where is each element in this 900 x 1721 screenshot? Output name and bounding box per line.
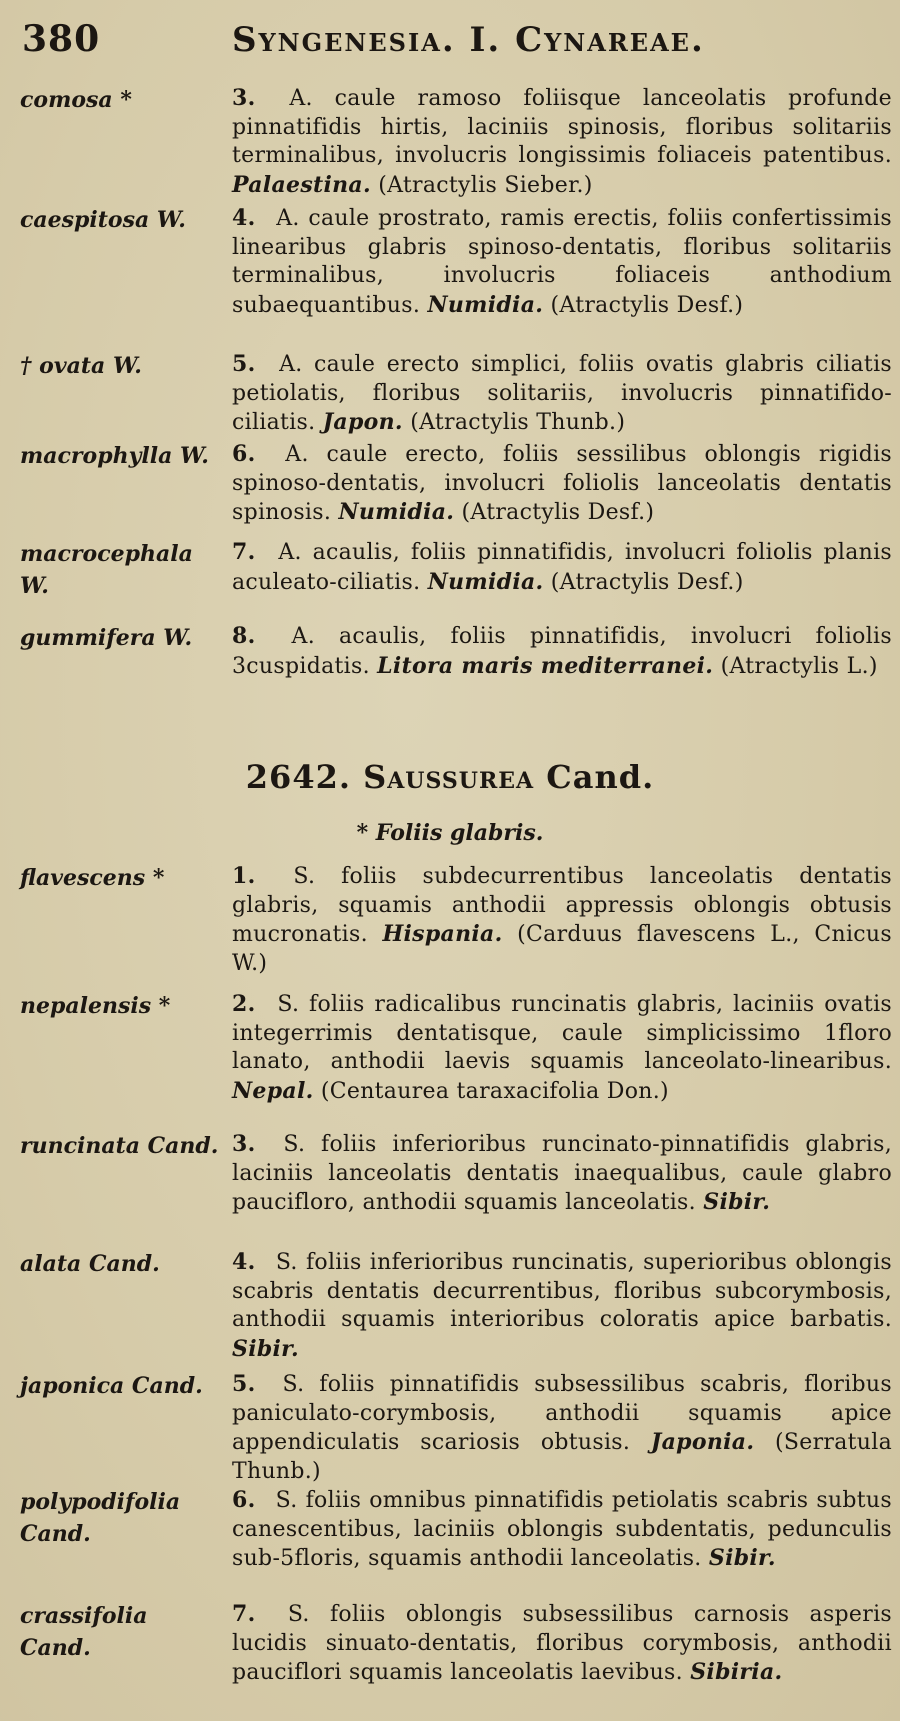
locality: Sibir.: [708, 1545, 776, 1571]
diagnosis-text: S. foliis inferioribus runcinato-pinnatifidis glabris, laciniis lanceolatis dentatis inaequalibus, caule glabro paucifloro, anthodii squamis lanceolatis.: [232, 1132, 892, 1215]
synonym: (Atractylis L.): [720, 653, 878, 679]
diagnosis-text: S. foliis subdecurrentibus lanceolatis dentatis glabris, squamis anthodii appressis oblongis obtusis mucronatis.: [232, 864, 892, 947]
species-name: nepalensis *: [20, 993, 171, 1019]
species-description: [232, 1130, 892, 1218]
species-name: gummifera W.: [20, 625, 193, 651]
species-description: [232, 440, 892, 528]
diagnosis-text: A. caule erecto simplici, foliis ovatis glabris ciliatis petiolatis, floribus solitariis, involucris pinnatifido-ciliatis.: [232, 352, 892, 435]
locality: Palaestina.: [232, 171, 371, 198]
synonym: (Atractylis Desf.): [550, 569, 744, 595]
diagnosis-text: S. foliis oblongis subsessilibus carnosis asperis lucidis sinuato-dentatis, floribus corymbosis, anthodii pauciflori squamis lanceolatis laevibus.: [232, 1602, 892, 1685]
species-number: 6.: [232, 441, 256, 467]
page-header: [22, 14, 860, 64]
species-number: 5.: [232, 1371, 256, 1397]
species-number: 8.: [232, 623, 256, 649]
species-description: [232, 538, 892, 597]
species-number: 2.: [232, 991, 256, 1017]
locality: Numidia.: [427, 291, 544, 318]
species-name: macrocephala W.: [20, 541, 193, 599]
species-description: [232, 204, 892, 320]
species-name: crassifolia Cand.: [20, 1603, 148, 1661]
locality: Sibir.: [703, 1189, 771, 1215]
synonym: (Carduus flavescens L., Cnicus W.): [232, 922, 892, 976]
synonym: (Atractylis Sieber.): [378, 172, 593, 198]
diagnosis-text: A. acaulis, foliis pinnatifidis, involucri foliolis planis aculeato-ciliatis.: [232, 540, 893, 595]
diagnosis-text: S. foliis pinnatifidis subsessilibus scabris, floribus paniculato-corymbosis, anthodii squamis apice appendiculatis scariosis obtusis.: [232, 1372, 892, 1455]
species-description: [232, 622, 892, 681]
synonym: (Atractylis Desf.): [461, 500, 655, 525]
species-description: [232, 1248, 892, 1364]
species-number: 4.: [232, 1249, 256, 1275]
species-number: 7.: [232, 1601, 256, 1627]
species-description: [232, 84, 892, 200]
genus-number: 2642.: [245, 758, 351, 796]
species-description: [232, 350, 892, 438]
genus-name: Saussurea: [363, 758, 535, 796]
synonym: (Serratula Thunb.): [232, 1430, 893, 1484]
species-description: [232, 1486, 892, 1574]
synonym: (Centaurea taraxacifolia Don.): [320, 1078, 669, 1104]
diagnosis-text: A. caule ramoso foliisque lanceolatis profunde pinnatifidis hirtis, laciniis spinosis, floribus solitariis terminalibus, involucris longissimis foliaceis patentibus.: [232, 86, 892, 168]
species-number: 4.: [232, 205, 256, 231]
locality: Japonia.: [650, 1429, 755, 1455]
species-name: † ovata W.: [20, 353, 142, 379]
synonym: (Atractylis Thunb.): [410, 410, 626, 435]
species-name: alata Cand.: [20, 1251, 160, 1277]
species-description: [232, 862, 892, 978]
section-heading: * Foliis glabris.: [356, 820, 544, 846]
diagnosis-text: S. foliis inferioribus runcinatis, superioribus oblongis scabris dentatis decurrentibus, floribus subcorymbosis, anthodii squamis interioribus coloratis apice barbatis.: [232, 1250, 892, 1332]
species-name: flavescens *: [20, 865, 165, 891]
locality: Litora maris mediterranei.: [377, 652, 714, 679]
running-head: Syngenesia. I. Cynareae.: [232, 20, 705, 60]
species-description: [232, 1600, 892, 1688]
locality: Hispania.: [382, 921, 503, 947]
locality: Sibiria.: [690, 1659, 783, 1685]
locality: Nepal.: [232, 1077, 314, 1104]
synonym: (Atractylis Desf.): [550, 292, 744, 318]
diagnosis-text: S. foliis radicalibus runcinatis glabris, laciniis ovatis integerrimis dentatisque, caule simplicissimo 1floro lanato, anthodii laevis squamis lanceolato-linearibus.: [232, 992, 892, 1074]
diagnosis-text: A. acaulis, foliis pinnatifidis, involucri foliolis 3cuspidatis.: [232, 624, 892, 679]
locality: Sibir.: [232, 1335, 300, 1362]
locality: Numidia.: [427, 568, 544, 595]
diagnosis-text: A. caule prostrato, ramis erectis, foliis confertissimis linearibus glabris spinoso-dentatis, floribus solitariis terminalibus, involucris foliaceis anthodium subaequantibus.: [232, 206, 892, 318]
species-number: 7.: [232, 539, 256, 565]
species-number: 6.: [232, 1487, 256, 1513]
species-name: polypodifolia Cand.: [20, 1489, 181, 1547]
species-name: caespitosa W.: [20, 207, 186, 233]
species-name: comosa *: [20, 87, 132, 113]
species-number: 3.: [232, 1131, 256, 1157]
species-number: 3.: [232, 85, 256, 111]
species-number: 1.: [232, 863, 256, 889]
diagnosis-text: S. foliis omnibus pinnatifidis petiolatis scabris subtus canescentibus, laciniis oblongis subdentatis, pedunculis sub-5floris, squamis anthodii lanceolatis.: [232, 1488, 892, 1571]
species-number: 5.: [232, 351, 256, 377]
locality: Japon.: [322, 409, 403, 435]
genus-author: Cand.: [546, 758, 655, 796]
diagnosis-text: A. caule erecto, foliis sessilibus oblongis rigidis spinoso-dentatis, involucri foliolis lanceolatis dentatis spinosis.: [232, 442, 893, 525]
species-description: [232, 990, 892, 1106]
species-name: macrophylla W.: [20, 443, 209, 469]
species-name: japonica Cand.: [20, 1373, 203, 1399]
locality: Numidia.: [338, 499, 455, 525]
species-name: runcinata Cand.: [20, 1133, 219, 1159]
page-number: 380: [22, 18, 101, 60]
genus-heading: [0, 758, 900, 796]
species-description: [232, 1370, 892, 1486]
